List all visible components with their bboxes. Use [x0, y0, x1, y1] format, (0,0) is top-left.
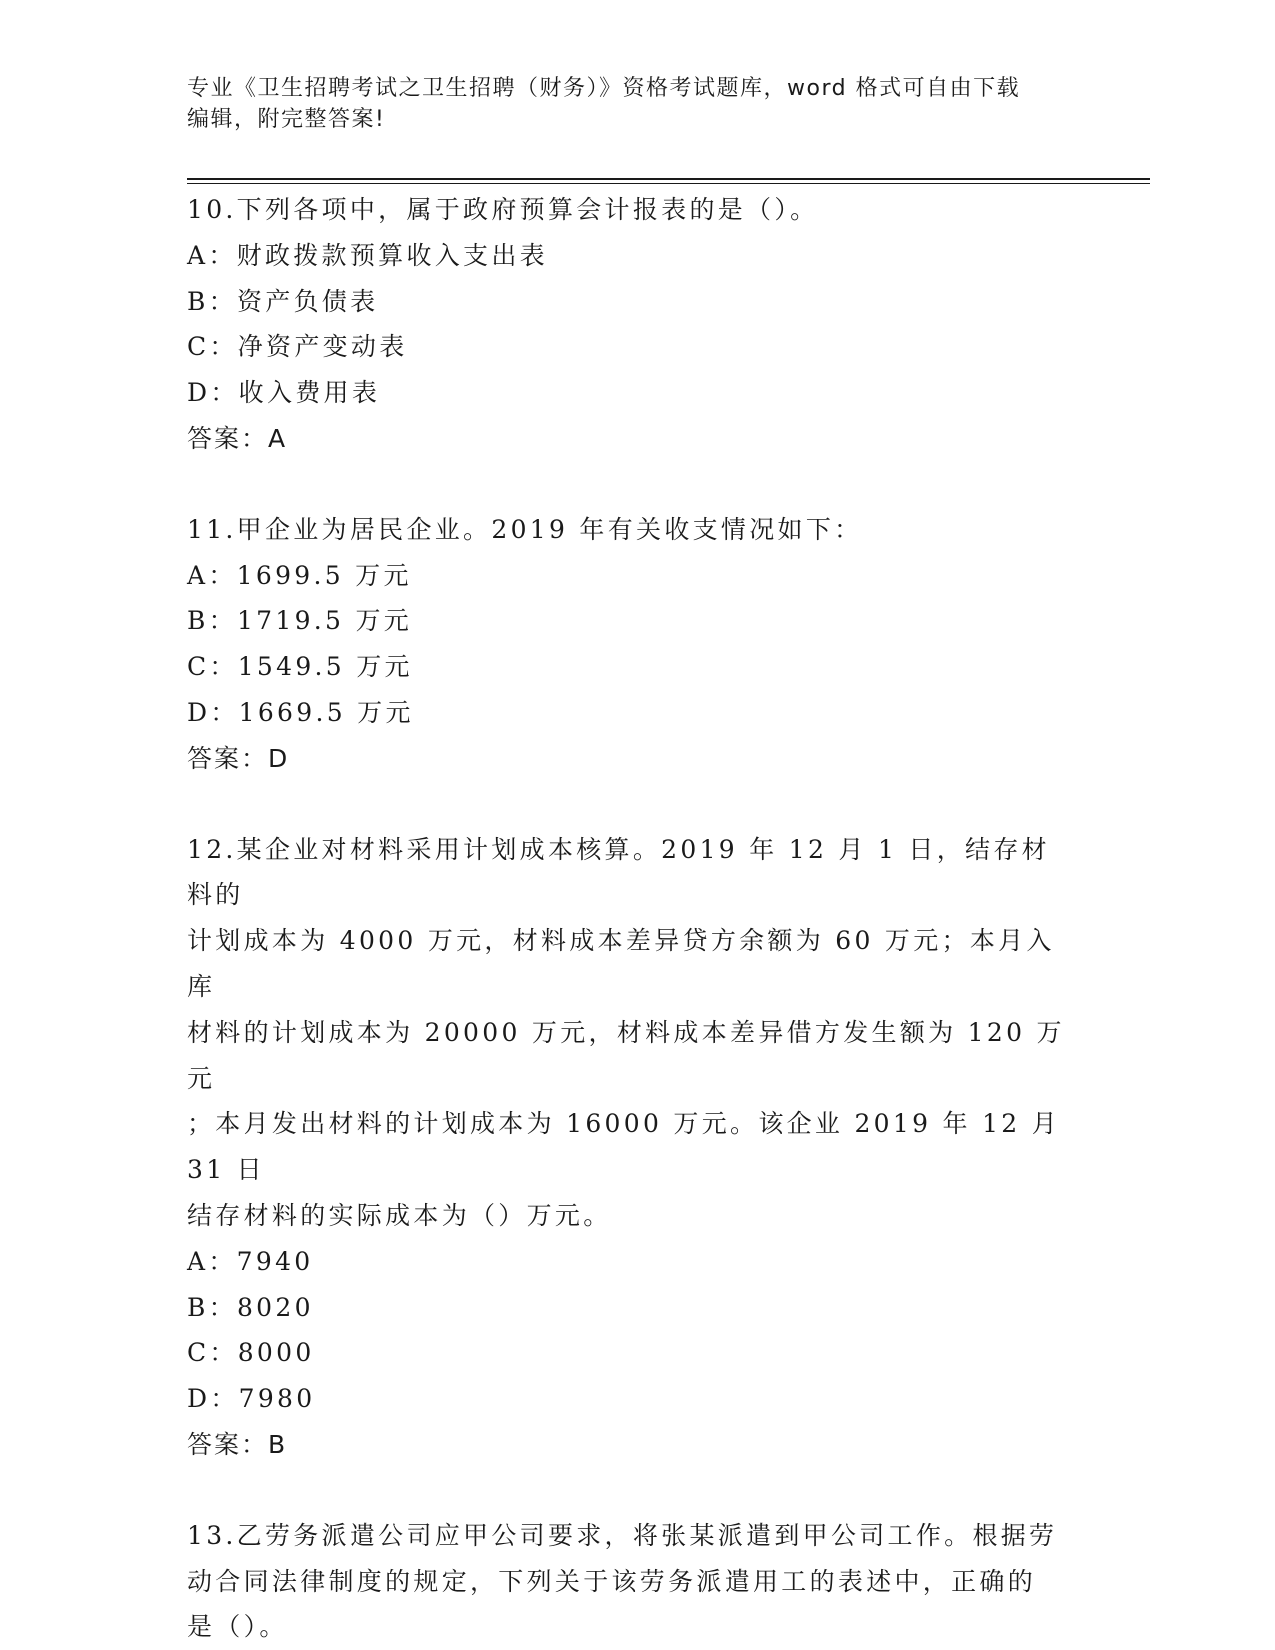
- question-text-line: 计划成本为 4000 万元，材料成本差异贷方余额为 60 万元；本月入库: [187, 926, 1055, 1001]
- answer: 答案：B: [187, 1429, 288, 1459]
- option-b: B：1719.5 万元: [187, 606, 413, 636]
- document-header: [187, 73, 1067, 135]
- option-d: D：1669.5 万元: [187, 697, 414, 727]
- question-text-line: 13.乙劳务派遣公司应甲公司要求，将张某派遣到甲公司工作。根据劳: [187, 1520, 1058, 1550]
- option-a: A：财政拨款预算收入支出表: [187, 240, 548, 270]
- header-line-2: 编辑，附完整答案!: [187, 107, 386, 132]
- option-c: C：1549.5 万元: [187, 652, 413, 682]
- answer: 答案：A: [187, 423, 288, 453]
- question-text-line: ；本月发出材料的计划成本为 16000 万元。该企业 2019 年 12 月 31 日: [187, 1109, 1061, 1185]
- option-a: A：1699.5 万元: [187, 560, 412, 590]
- header-line-1: 专业《卫生招聘考试之卫生招聘（财务）》资格考试题库，word 格式可自由下载: [187, 76, 1021, 101]
- option-d: D：收入费用表: [187, 378, 381, 408]
- spacer: [187, 462, 1077, 507]
- question-13: [187, 1513, 1077, 1650]
- spacer: [187, 782, 1077, 827]
- question-text-line: 结存材料的实际成本为（）万元。: [187, 1200, 612, 1230]
- header-divider-thin: [187, 183, 1150, 184]
- question-text-line: 是（）。: [187, 1612, 288, 1642]
- option-d: D：7980: [187, 1384, 316, 1414]
- question-list: [187, 187, 1077, 1650]
- question-text: 10.下列各项中，属于政府预算会计报表的是（）。: [187, 195, 819, 224]
- question-12: [187, 827, 1077, 1468]
- header-divider-thick: [187, 178, 1150, 180]
- question-text-line: 材料的计划成本为 20000 万元，材料成本差异借方发生额为 120 万元: [187, 1017, 1065, 1093]
- question-text: 11.甲企业为居民企业。2019 年有关收支情况如下：: [187, 514, 863, 544]
- question-10: [187, 187, 1077, 462]
- option-a: A：7940: [187, 1246, 314, 1276]
- question-11: [187, 507, 1077, 782]
- question-text-line: 动合同法律制度的规定，下列关于该劳务派遣用工的表述中，正确的: [187, 1566, 1037, 1596]
- answer: 答案：D: [187, 743, 290, 773]
- option-c: C：8000: [187, 1338, 315, 1368]
- option-c: C：净资产变动表: [187, 332, 408, 362]
- option-b: B：资产负债表: [187, 286, 379, 316]
- question-text-line: 12.某企业对材料采用计划成本核算。2019 年 12 月 1 日，结存材料的: [187, 834, 1050, 910]
- spacer: [187, 1468, 1077, 1513]
- option-b: B：8020: [187, 1292, 314, 1322]
